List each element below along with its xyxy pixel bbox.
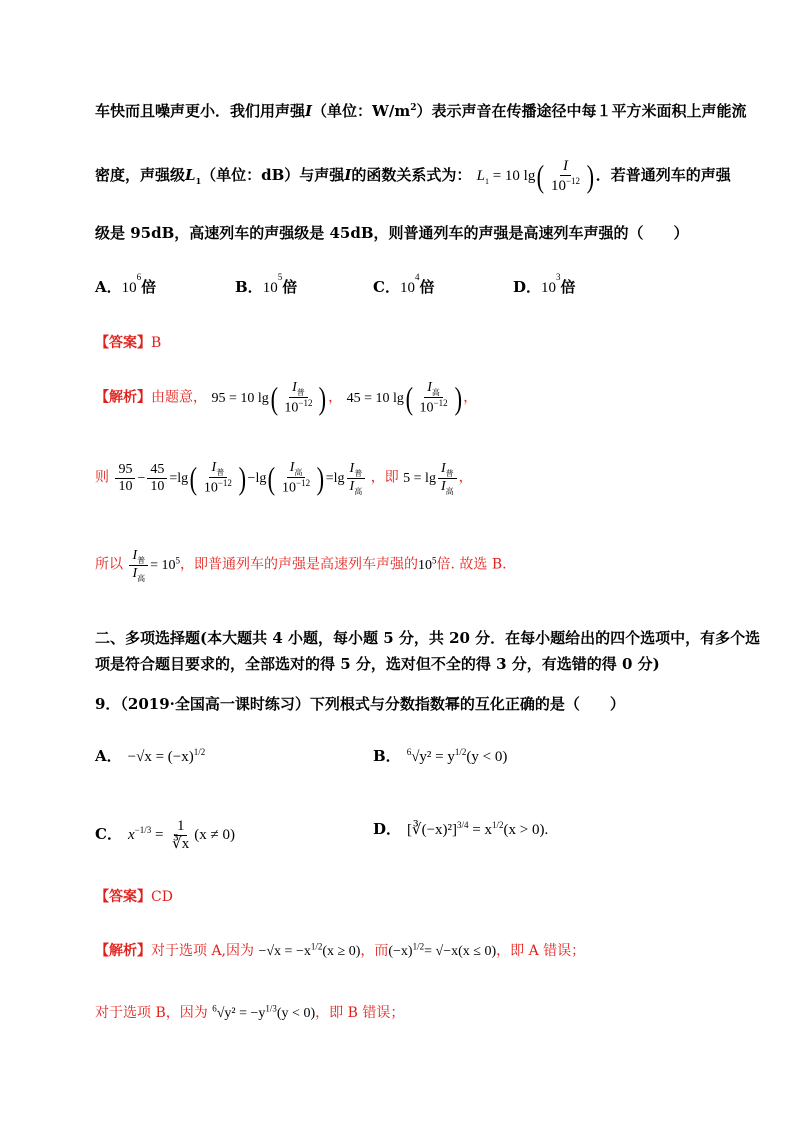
eq-five: 5 = lg $\frac{I_普}{I_高}$ [403,471,458,486]
sup: 2 [410,103,417,113]
unit: 倍 [141,278,157,296]
text-seg: 车快而且噪声更小．我们用声强 [95,102,306,120]
lg: lg [177,470,189,486]
problem8-line2 [95,158,735,196]
base: 10 [262,280,278,296]
sup: −12 [298,398,313,409]
text-seg: ）表示声音在传播途径中每１平方米面积上声能流 [416,102,747,120]
paren-left: ( [405,380,413,416]
text-seg: 所以 [95,556,123,573]
lg: lg [255,470,267,486]
var-I: I [305,102,313,120]
comma: ， [328,389,343,406]
exp: 1/2 [310,941,323,952]
numerator: I [560,158,571,176]
var-I: I [344,166,352,185]
unit: 倍 [282,278,298,296]
text-seg: ，而 [360,943,389,959]
text-seg: （单位：W/m [312,102,411,120]
den: 10 [284,400,299,416]
exp: 3 [556,272,561,282]
problem9-options-cd [95,810,735,853]
den: ∛x [172,836,190,853]
unit: 倍 [560,278,576,296]
analysis8-line2 [95,460,735,497]
sub: 普 [354,468,363,478]
problem8-line3: 级是 95dB，高速列车的声强级是 45dB，则普通列车的声强是高速列车声强的（ ） [95,224,689,242]
text-seg: 密度，声强级 [95,166,186,185]
denominator: 10 [550,178,566,195]
analysis8-line3 [95,548,735,583]
sub: 高 [431,387,440,397]
lg: lg [333,470,345,486]
text-seg: 的函数关系式为： [351,166,472,185]
eq-45 [346,380,464,416]
problem9-stem: 9．（2019·全国高一课时练习）下列根式与分数指数幂的互化正确的是（ ） [95,695,625,713]
expr: −√x = (−x) [127,749,194,765]
section2-line2: 项是符合题目要求的，全部选对的得 5 分，选对但不全的得 3 分，有选错的得 0 分) [95,655,660,673]
den: 10 [419,400,434,416]
answer9 [95,886,735,906]
problem8-options [95,268,735,298]
text-seg: 则 [95,469,109,486]
eq-lhs: 95 = 10 lg [211,390,269,406]
analysis8-line1 [95,380,735,417]
sub: 普 [216,467,225,477]
option-letter: D． [513,278,542,296]
den: 10 [150,479,165,494]
den: 10 [282,480,296,496]
text-seg: ，即 [370,469,399,486]
expr: (−x) [388,944,413,959]
option-letter: A． [95,278,122,296]
option-c[interactable] [373,272,435,297]
five: 5 = lg [403,470,436,486]
root-index: 6 [406,747,412,757]
paren-right: ) [586,158,595,195]
sub: 高 [445,486,454,496]
formula-L1 [476,158,596,195]
text-seg: 由题意， [151,389,207,406]
unit: 倍 [419,278,435,296]
fraction [548,158,583,196]
exp: 3/4 [457,820,469,830]
eq-95 [211,380,328,416]
exp: 1/2 [412,941,425,952]
option-letter: B． [235,278,263,296]
text-seg: （单位：dB）与声强 [201,166,345,185]
sup: 5 [175,555,181,566]
option-b[interactable] [235,272,298,297]
analysis-label: 【解析】 [95,943,151,959]
sub: 高 [354,486,363,496]
analysis-label: 【解析】 [95,389,151,406]
num: 95 [115,462,135,479]
eq-lhs: 45 = 10 lg [346,390,404,406]
expr: −√x = −x [258,944,311,959]
var: L [476,168,485,185]
option-letter: C． [95,825,122,844]
sup: −12 [433,398,448,409]
base: 10 [399,280,415,296]
text-seg: ．若普通列车的声强 [595,166,731,185]
sup: −12 [296,478,311,489]
comma: ， [458,469,473,486]
option-a[interactable] [95,745,205,766]
text-seg: 倍. 故选 B. [436,556,507,573]
exp: 1/2 [492,820,504,830]
root-index: 6 [212,1003,217,1014]
expr: √y² = −y [216,1006,266,1021]
text-seg: ，即 A 错误； [496,943,586,959]
var-L: L [185,166,196,185]
option-letter: A． [95,747,122,765]
exp: 1/2 [193,747,206,757]
option-letter: B． [373,747,401,765]
eq-ratio: $\frac{I_普}{I_高}$ = $10^5$ [127,558,180,573]
exp: 4 [414,272,420,282]
paren-right: ) [319,380,327,416]
sub: 1 [195,176,202,187]
cond: (x ≠ 0) [194,827,235,844]
expr: = √−x [424,944,459,959]
sub: 高 [294,467,303,477]
exp: 1/2 [454,747,467,757]
expr: [∛(−x)²] [407,822,458,838]
text-seg: 对于选项 B，因为 [95,1005,208,1021]
eq: = 10 lg [492,168,536,185]
fraction: $\frac{I_普}{10^{-12}}$ [284,380,313,416]
analysis9-line2 [95,1002,735,1022]
answer-value: CD [151,889,173,905]
comma: ， [463,389,478,406]
option-c[interactable] [95,818,235,854]
den: 10 [203,480,218,496]
num: 45 [147,462,167,479]
den: 10 [118,479,133,494]
option-d[interactable] [513,272,576,297]
paren-left: ( [536,158,545,195]
text-seg: 对于选项 A,因为 [151,943,255,959]
answer8 [95,332,735,352]
problem8-line1 [95,100,747,121]
eq: = [154,827,164,844]
cond: (x ≤ 0) [458,944,497,959]
exp: −1/3 [134,825,152,836]
num: 1 [174,818,188,836]
base: 10 [121,280,137,296]
sub: 高 [137,573,146,583]
cond: (x > 0). [503,822,549,838]
base: 10 [541,280,557,296]
cond: (y < 0) [466,749,508,765]
cond: (x ≥ 0) [322,944,361,959]
eq: = x [472,822,492,838]
sub: 1 [484,177,489,187]
fraction: $\frac{I_高}{10^{-12}}$ [419,380,448,416]
base: 10 [418,557,433,573]
sub: 普 [296,387,305,397]
exp: 1/3 [265,1003,277,1014]
ratio-val: = 10 [150,557,176,573]
option-b[interactable] [373,745,507,766]
option-letter: D． [373,820,402,838]
expr: √y² = y [411,749,455,765]
sup: −12 [565,176,581,187]
sub: 普 [445,468,454,478]
sup: −12 [217,478,232,489]
section2-line1: 二、多项选择题(本大题共 4 小题，每小题 5 分，共 20 分．在每小题给出的四个选项中，有多个选 [95,629,761,647]
answer-label: 【答案】 [95,335,151,351]
exp: 6 [136,272,142,282]
option-letter: C． [373,278,400,296]
text-seg: ，即普通列车的声强是高速列车声强的 [180,556,419,573]
cond: (y < 0) [276,1006,316,1021]
paren-right: ) [454,380,462,416]
paren-left: ( [270,380,278,416]
exp: 5 [277,272,283,282]
base: x [127,827,135,844]
answer-label: 【答案】 [95,889,151,905]
sub: 普 [137,555,146,565]
text-seg: ，即 B 错误； [315,1005,405,1021]
analysis9-line1 [95,940,735,960]
eq-diff: $\frac{95}{10}$ − $\frac{45}{10}$ =lg( $\frac{I_普}{10^{-12}}$ ) −lg( $\frac{I_高}{10^{-12}}$ ) =lg $\frac{I_普}{I_高}$ [113,471,370,486]
option-a[interactable] [95,272,157,297]
sup: 5 [432,555,437,566]
answer-value: B [151,335,162,351]
option-d[interactable] [373,818,548,839]
